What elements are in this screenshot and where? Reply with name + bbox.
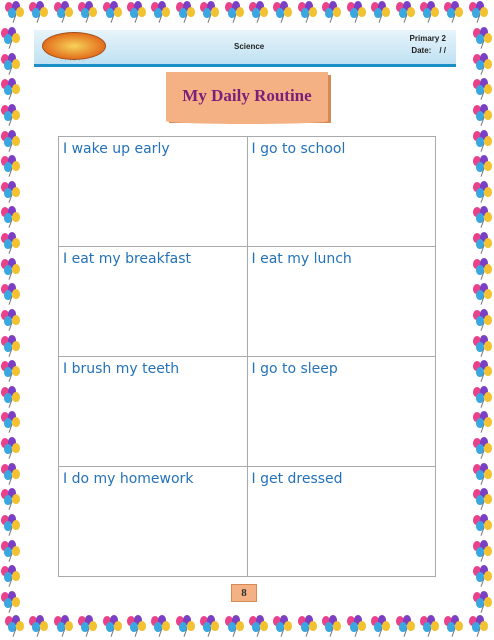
balloon-cluster-icon	[346, 614, 368, 638]
routine-cell: I go to sleep	[247, 357, 436, 467]
balloon-cluster-icon	[126, 614, 148, 638]
balloon-cluster-icon	[0, 26, 22, 50]
balloon-cluster-icon	[472, 77, 494, 101]
balloon-cluster-icon	[472, 334, 494, 358]
balloon-cluster-icon	[0, 334, 22, 358]
balloon-cluster-icon	[0, 590, 22, 614]
table-row	[59, 137, 436, 247]
routine-cell: I eat my lunch	[247, 247, 436, 357]
balloon-cluster-icon	[370, 0, 392, 24]
balloon-cluster-icon	[472, 52, 494, 76]
balloon-cluster-icon	[102, 0, 124, 24]
routine-cell: I brush my teeth	[59, 357, 248, 467]
balloon-cluster-icon	[272, 0, 294, 24]
balloon-cluster-icon	[419, 0, 441, 24]
balloon-cluster-icon	[472, 154, 494, 178]
balloon-cluster-icon	[472, 308, 494, 332]
balloon-cluster-icon	[472, 462, 494, 486]
balloon-cluster-icon	[0, 539, 22, 563]
balloon-cluster-icon	[0, 308, 22, 332]
balloon-cluster-icon	[4, 614, 26, 638]
balloon-cluster-icon	[468, 0, 490, 24]
balloon-cluster-icon	[28, 614, 50, 638]
balloon-border-left	[0, 26, 22, 614]
logo-caption: · · · · · ·	[60, 58, 86, 63]
balloon-cluster-icon	[175, 0, 197, 24]
balloon-cluster-icon	[0, 205, 22, 229]
balloon-cluster-icon	[472, 257, 494, 281]
balloon-cluster-icon	[472, 487, 494, 511]
balloon-cluster-icon	[0, 513, 22, 537]
balloon-cluster-icon	[150, 614, 172, 638]
balloon-cluster-icon	[370, 614, 392, 638]
balloon-cluster-icon	[472, 205, 494, 229]
balloon-cluster-icon	[0, 103, 22, 127]
balloon-cluster-icon	[0, 436, 22, 460]
balloon-cluster-icon	[472, 410, 494, 434]
balloon-cluster-icon	[199, 614, 221, 638]
balloon-cluster-icon	[0, 154, 22, 178]
balloon-cluster-icon	[0, 410, 22, 434]
balloon-cluster-icon	[472, 129, 494, 153]
balloon-cluster-icon	[248, 0, 270, 24]
balloon-cluster-icon	[472, 231, 494, 255]
routine-cell: I get dressed	[247, 467, 436, 577]
page-number: 8	[231, 584, 257, 602]
balloon-border-bottom	[0, 614, 494, 640]
routine-table	[58, 136, 436, 577]
balloon-cluster-icon	[0, 282, 22, 306]
balloon-cluster-icon	[472, 590, 494, 614]
balloon-cluster-icon	[0, 385, 22, 409]
balloon-cluster-icon	[472, 564, 494, 588]
balloon-cluster-icon	[297, 614, 319, 638]
subject-label: Science	[234, 42, 265, 51]
balloon-cluster-icon	[443, 0, 465, 24]
balloon-cluster-icon	[0, 52, 22, 76]
balloon-cluster-icon	[150, 0, 172, 24]
balloon-cluster-icon	[443, 614, 465, 638]
routine-cell: I go to school	[247, 137, 436, 247]
balloon-cluster-icon	[472, 282, 494, 306]
balloon-cluster-icon	[248, 614, 270, 638]
balloon-cluster-icon	[0, 231, 22, 255]
title-banner	[166, 72, 328, 120]
balloon-cluster-icon	[224, 614, 246, 638]
balloon-cluster-icon	[472, 513, 494, 537]
routine-cell: I eat my breakfast	[59, 247, 248, 357]
balloon-cluster-icon	[0, 462, 22, 486]
table-row	[59, 357, 436, 467]
date-blank: / /	[439, 46, 446, 55]
balloon-cluster-icon	[395, 0, 417, 24]
balloon-cluster-icon	[175, 614, 197, 638]
balloon-cluster-icon	[77, 614, 99, 638]
balloon-cluster-icon	[126, 0, 148, 24]
balloon-cluster-icon	[472, 359, 494, 383]
date-row	[411, 46, 446, 55]
balloon-border-right	[472, 26, 494, 614]
balloon-cluster-icon	[4, 0, 26, 24]
balloon-cluster-icon	[472, 385, 494, 409]
balloon-cluster-icon	[0, 129, 22, 153]
balloon-cluster-icon	[272, 614, 294, 638]
balloon-cluster-icon	[199, 0, 221, 24]
balloon-cluster-icon	[395, 614, 417, 638]
balloon-cluster-icon	[468, 614, 490, 638]
date-label: Date:	[411, 46, 432, 55]
balloon-cluster-icon	[77, 0, 99, 24]
balloon-cluster-icon	[0, 487, 22, 511]
balloon-cluster-icon	[0, 257, 22, 281]
balloon-cluster-icon	[0, 77, 22, 101]
routine-cell: I wake up early	[59, 137, 248, 247]
grade-label: Primary 2	[409, 34, 446, 43]
balloon-cluster-icon	[419, 614, 441, 638]
balloon-cluster-icon	[472, 436, 494, 460]
balloon-cluster-icon	[472, 539, 494, 563]
balloon-border-top	[0, 0, 494, 26]
routine-cell: I do my homework	[59, 467, 248, 577]
balloon-cluster-icon	[102, 614, 124, 638]
table-row	[59, 467, 436, 577]
balloon-cluster-icon	[28, 0, 50, 24]
balloon-cluster-icon	[0, 180, 22, 204]
balloon-cluster-icon	[472, 26, 494, 50]
balloon-cluster-icon	[224, 0, 246, 24]
balloon-cluster-icon	[0, 564, 22, 588]
balloon-cluster-icon	[0, 359, 22, 383]
school-logo	[42, 32, 106, 60]
table-row	[59, 247, 436, 357]
balloon-cluster-icon	[346, 0, 368, 24]
balloon-cluster-icon	[472, 103, 494, 127]
balloon-cluster-icon	[321, 614, 343, 638]
balloon-cluster-icon	[297, 0, 319, 24]
page-title: My Daily Routine	[182, 86, 312, 105]
balloon-cluster-icon	[472, 180, 494, 204]
balloon-cluster-icon	[53, 614, 75, 638]
balloon-cluster-icon	[321, 0, 343, 24]
worksheet-header	[34, 30, 456, 67]
balloon-cluster-icon	[53, 0, 75, 24]
